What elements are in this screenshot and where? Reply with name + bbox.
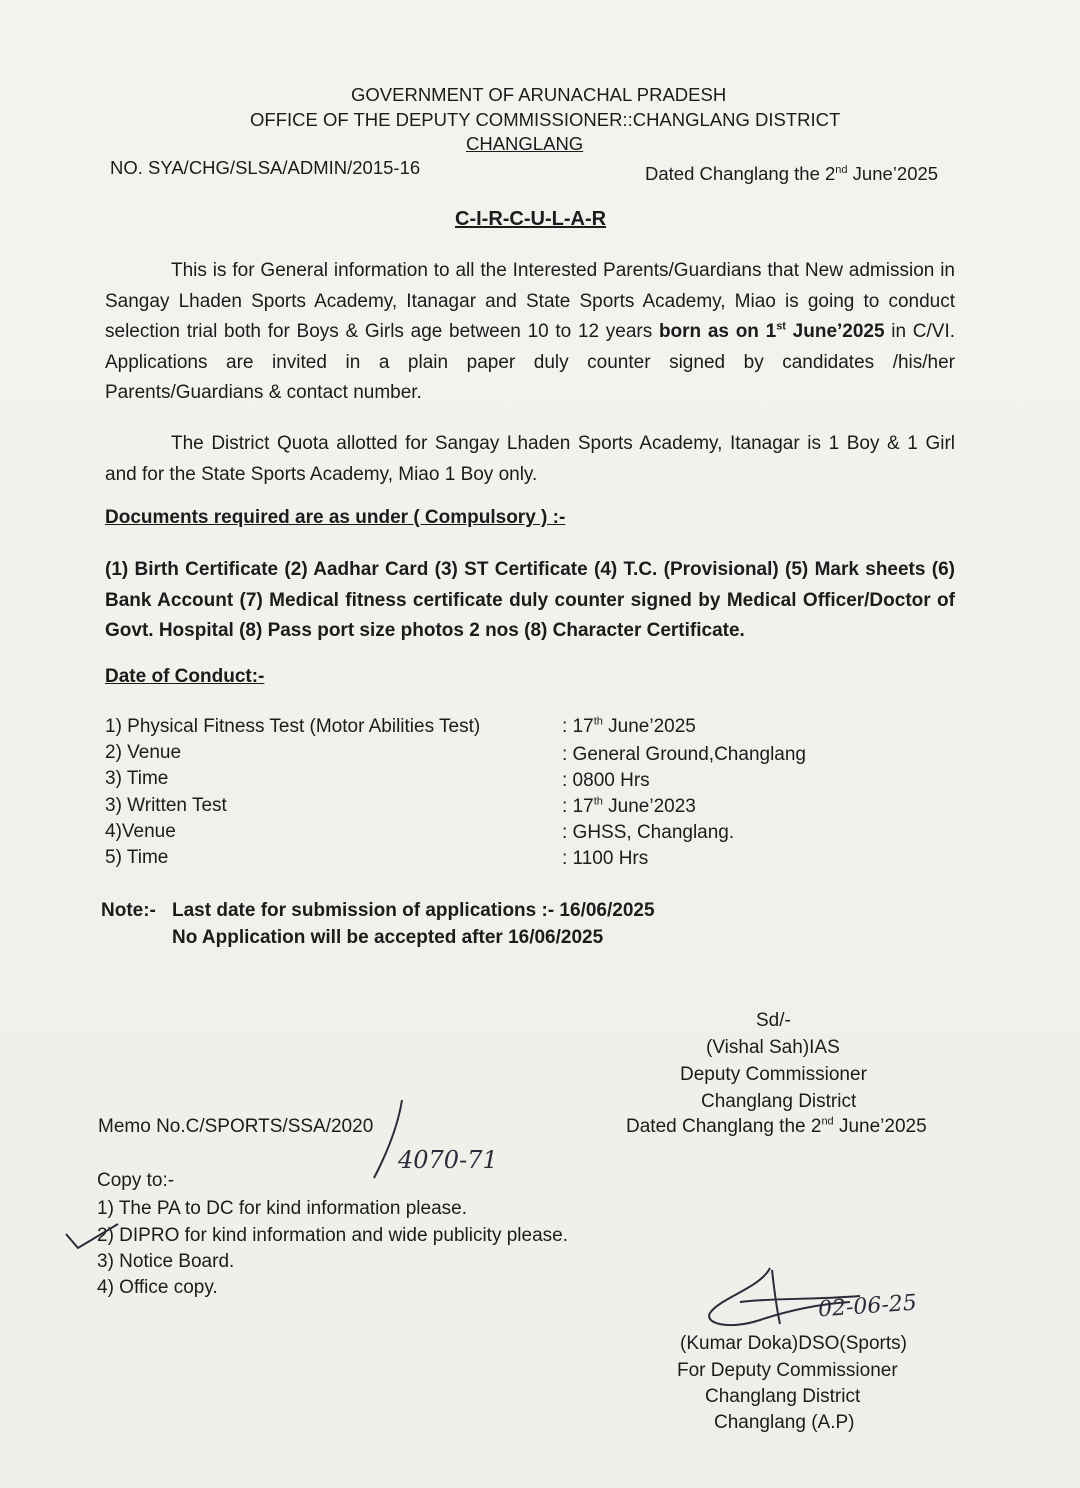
signatory-title: Deputy Commissioner bbox=[680, 1064, 867, 1085]
conduct-value: : GHSS, Changlang. bbox=[562, 822, 735, 843]
copy-to-item: 4) Office copy. bbox=[97, 1277, 218, 1298]
paragraph-admission-info: This is for General information to all the Interested Parents/Guardians that New admission in Sangay Lhaden Sports Academy, Itanagar and State Sports Academy, Miao is going to conduct selection trial both for Boys & Girls age between 10 to 12 years born as on 1st June’2025 in C/VI. Applications are invited in a plain paper duly counter signed by candidates /his/her Parents/Guardians & contact number. bbox=[105, 260, 955, 403]
documents-list: (1) Birth Certificate (2) Aadhar Card (3) ST Certificate (4) T.C. (Provisional) (5) Mark sheets (6) Bank Account (7) Medical fitness certificate duly counter signed by Medical Officer/Doctor of Govt. Hospital (8) Pass port size photos 2 nos (8) Character Certificate. bbox=[105, 559, 955, 641]
conduct-label: 4)Venue bbox=[105, 821, 176, 842]
conduct-label: 3) Time bbox=[105, 768, 169, 789]
conduct-value: : 0800 Hrs bbox=[562, 770, 650, 791]
conduct-value: : 17th June’2025 bbox=[562, 715, 696, 737]
conduct-label: 1) Physical Fitness Test (Motor Abilities Test) bbox=[105, 716, 481, 737]
conduct-value: : 17th June’2023 bbox=[562, 795, 696, 817]
memo-number: Memo No.C/SPORTS/SSA/2020 bbox=[98, 1116, 374, 1137]
circular-title: C-I-R-C-U-L-A-R bbox=[455, 208, 607, 230]
header-government: GOVERNMENT OF ARUNACHAL PRADESH bbox=[351, 84, 727, 105]
reference-number: NO. SYA/CHG/SLSA/ADMIN/2015-16 bbox=[110, 157, 421, 178]
paragraph-district-quota: The District Quota allotted for Sangay Lhaden Sports Academy, Itanagar is 1 Boy & 1 Girl and for the State Sports Academy, Miao 1 Boy only. bbox=[105, 433, 955, 485]
signatory-date: Dated Changlang the 2nd June’2025 bbox=[626, 1115, 927, 1137]
signatory-name: (Vishal Sah)IAS bbox=[706, 1037, 840, 1058]
conduct-value: : 1100 Hrs bbox=[562, 848, 649, 869]
dso-district: Changlang District bbox=[705, 1386, 861, 1407]
conduct-label: 2) Venue bbox=[105, 742, 182, 763]
documents-heading: Documents required are as under ( Compulsory ) :- bbox=[105, 507, 566, 528]
header-office: OFFICE OF THE DEPUTY COMMISSIONER::CHANGLANG DISTRICT bbox=[250, 109, 841, 130]
copy-to-item: 2) DIPRO for kind information and wide publicity please. bbox=[97, 1225, 569, 1246]
signature-date: 02-06-25 bbox=[817, 1290, 918, 1323]
conduct-value: : General Ground,Changlang bbox=[562, 744, 806, 765]
copy-to-heading: Copy to:- bbox=[97, 1170, 175, 1191]
memo-handwritten-number: 4070-71 bbox=[398, 1146, 498, 1174]
conduct-label: 3) Written Test bbox=[105, 795, 227, 816]
issue-date: Dated Changlang the 2nd June’2025 bbox=[645, 163, 939, 184]
header-district: CHANGLANG bbox=[466, 133, 584, 154]
copy-to-item: 3) Notice Board. bbox=[97, 1251, 235, 1272]
note-last-date: Last date for submission of applications :- 16/06/2025 bbox=[172, 900, 655, 921]
handwritten-check-mark bbox=[62, 1220, 122, 1254]
note-no-acceptance: No Application will be accepted after 16/06/2025 bbox=[172, 927, 604, 948]
signatory-district: Changlang District bbox=[701, 1091, 857, 1112]
dso-name: (Kumar Doka)DSO(Sports) bbox=[680, 1333, 907, 1354]
conduct-label: 5) Time bbox=[105, 847, 169, 868]
note-label: Note:- bbox=[101, 900, 156, 921]
conduct-heading: Date of Conduct:- bbox=[105, 666, 265, 687]
copy-to-item: 1) The PA to DC for kind information please. bbox=[97, 1198, 467, 1219]
signatory-sd: Sd/- bbox=[756, 1010, 791, 1031]
dso-for: For Deputy Commissioner bbox=[677, 1360, 898, 1381]
dso-place: Changlang (A.P) bbox=[714, 1412, 855, 1433]
